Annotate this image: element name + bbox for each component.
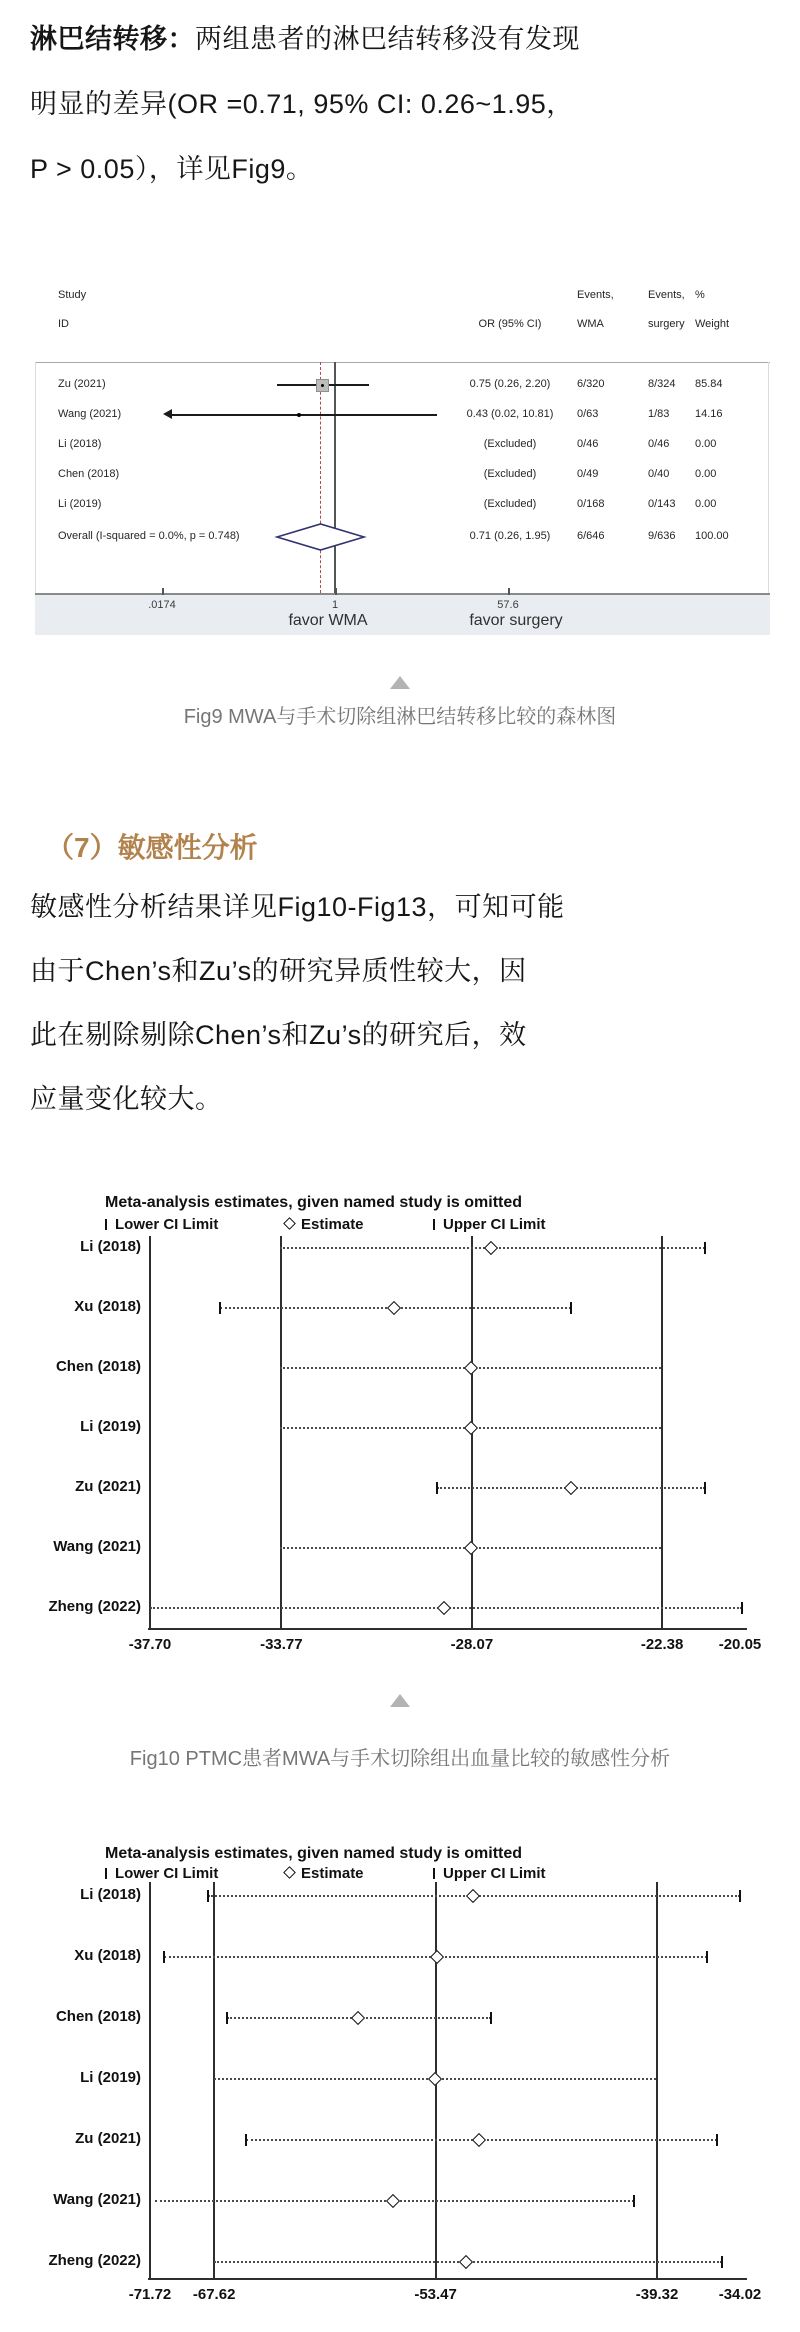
ci-line: [171, 414, 437, 416]
x-tick-label: -33.77: [260, 1636, 303, 1653]
estimate-diamond: [472, 2133, 486, 2147]
sens-line-3: 此在剔除剔除Chen’s和Zu’s的研究后，效: [30, 1020, 527, 1050]
fig9-col-or: OR (95% CI): [478, 318, 542, 330]
ci-lower-cap: [226, 2012, 228, 2024]
fig9-col-events-surg-sub: surgery: [648, 318, 685, 330]
estimate-diamond: [484, 1241, 498, 1255]
sensitivity-chart-fig10: [0, 1190, 800, 1660]
fig9-row-or: 0.75 (0.26, 2.20): [469, 378, 551, 390]
ci-upper-cap: [570, 1302, 572, 1314]
fig9-axis-tick: [162, 588, 164, 595]
ci-lower-cap: [207, 1890, 209, 1902]
fig9-row-surg: 0/40: [648, 468, 670, 480]
fig9-axis-line: [35, 593, 770, 595]
ci-upper-cap: [716, 2134, 718, 2146]
sens-line-4: 应量变化较大。: [30, 1084, 223, 1114]
point-estimate-dot: [321, 384, 324, 387]
fig9-row-surg: 0/143: [648, 498, 676, 510]
legend-item: Upper CI Limit: [433, 1216, 546, 1233]
ci-lower-cap: [219, 1302, 221, 1314]
estimate-diamond: [564, 1481, 578, 1495]
fig9-row-surg: 0/46: [648, 438, 670, 450]
ci-left-arrow-icon: [163, 409, 172, 419]
fig9-row-wma: 0/49: [577, 468, 599, 480]
x-tick-label: -20.05: [718, 1636, 762, 1653]
estimate-diamond: [459, 2255, 473, 2269]
fig9-right-border: [768, 362, 769, 593]
fig9-row-wma: 0/46: [577, 438, 599, 450]
intro-lead: 淋巴结转移：: [30, 24, 195, 54]
ci-lower-cap: [436, 1482, 438, 1494]
x-tick-label: -53.47: [414, 2286, 457, 2303]
fig9-overall-or: 0.71 (0.26, 1.95): [469, 530, 551, 542]
point-estimate-dot: [297, 413, 301, 417]
fig9-row-id: Chen (2018): [58, 468, 120, 480]
estimate-diamond: [430, 1950, 444, 1964]
fig9-row-wma: 0/168: [577, 498, 605, 510]
fig9-col-events-wma: Events,: [577, 289, 614, 301]
ci-limit-bar-icon: [433, 1219, 435, 1230]
study-label: Zu (2021): [75, 2130, 141, 2147]
estimate-diamond: [437, 1601, 451, 1615]
x-tick-label: -28.07: [450, 1636, 494, 1653]
estimate-diamond: [351, 2011, 365, 2025]
estimate-diamond-icon: [283, 1217, 296, 1230]
study-label: Xu (2018): [74, 1298, 141, 1315]
x-tick-label: -22.38: [640, 1636, 684, 1653]
fig9-row-or: 0.43 (0.02, 10.81): [466, 408, 554, 420]
estimate-diamond: [466, 1889, 480, 1903]
fig9-overall-wma: 6/646: [577, 530, 605, 542]
fig9-header-rule: [35, 362, 770, 363]
ci-upper-cap: [741, 1602, 743, 1614]
fig9-row-wma: 0/63: [577, 408, 599, 420]
fig9-caption: Fig9 MWA与手术切除组淋巴结转移比较的森林图: [183, 706, 617, 728]
gridline: [661, 1236, 663, 1628]
sens-line-2: 由于Chen’s和Zu’s的研究异质性较大，因: [30, 956, 527, 986]
fig9-row-surg: 8/324: [648, 378, 676, 390]
fig9-overall-weight: 100.00: [695, 530, 729, 542]
forest-plot-fig9: [0, 0, 800, 700]
legend-item: Estimate: [285, 1216, 364, 1233]
estimate-diamond-icon: [283, 1866, 296, 1879]
fig9-favor-left-label: favor WMA: [288, 612, 368, 629]
fig9-tick-label: 1: [331, 599, 339, 611]
sens-line-1: 敏感性分析结果详见Fig10-Fig13，可知可能: [30, 892, 565, 922]
estimate-diamond: [387, 1301, 401, 1315]
fig9-row-weight: 14.16: [695, 408, 723, 420]
fig9-row-weight: 85.84: [695, 378, 723, 390]
fig9-col-id: ID: [58, 318, 69, 330]
fig10-caption: Fig10 PTMC患者MWA与手术切除组出血量比较的敏感性分析: [129, 1748, 671, 1770]
study-label: Wang (2021): [53, 1538, 141, 1555]
study-label: Chen (2018): [55, 2008, 141, 2025]
study-label: Wang (2021): [53, 2191, 141, 2208]
estimate-diamond: [386, 2194, 400, 2208]
x-tick-label: -67.62: [192, 2286, 236, 2303]
null-effect-line: [334, 362, 336, 593]
fig9-row-wma: 6/320: [577, 378, 605, 390]
ci-lower-cap: [245, 2134, 247, 2146]
fig9-axis-tick: [508, 588, 510, 595]
intro-line-3: P > 0.05），详见Fig9。: [30, 154, 314, 184]
ci-limit-bar-icon: [105, 1868, 107, 1879]
estimate-diamond: [464, 1361, 478, 1375]
ci-upper-cap: [490, 2012, 492, 2024]
x-tick-label: -37.70: [128, 1636, 172, 1653]
chart-title: Meta-analysis estimates, given named study is omitted: [105, 1845, 523, 1862]
gridline: [213, 1882, 215, 2278]
estimate-diamond: [464, 1541, 478, 1555]
ci-upper-cap: [633, 2195, 635, 2207]
pooled-estimate-dashed-line: [320, 362, 321, 593]
intro-line-2: 明显的差异(OR =0.71, 95% CI: 0.26~1.95，: [30, 89, 574, 119]
legend-item: Lower CI Limit: [105, 1216, 218, 1233]
fig9-tick-label: .0174: [148, 599, 176, 611]
x-tick-label: -34.02: [718, 2286, 762, 2303]
legend-item: Upper CI Limit: [433, 1865, 546, 1882]
fig9-row-id: Zu (2021): [58, 378, 106, 390]
y-axis-line: [149, 1236, 151, 1628]
study-label: Li (2019): [80, 2069, 141, 2086]
study-label: Xu (2018): [74, 1947, 141, 1964]
y-axis-line: [149, 1882, 151, 2278]
fig9-col-events-wma-sub: WMA: [577, 318, 604, 330]
fig9-overall-id: Overall (I-squared = 0.0%, p = 0.748): [58, 530, 240, 542]
study-label: Chen (2018): [55, 1358, 141, 1375]
ci-upper-cap: [704, 1242, 706, 1254]
x-axis-line: [148, 2278, 747, 2280]
ci-upper-cap: [739, 1890, 741, 1902]
study-label: Zheng (2022): [48, 1598, 141, 1615]
ci-limit-bar-icon: [105, 1219, 107, 1230]
study-label: Zheng (2022): [48, 2252, 141, 2269]
gridline: [280, 1236, 282, 1628]
x-axis-line: [148, 1628, 747, 1630]
overall-diamond: [275, 523, 366, 551]
legend-item: Lower CI Limit: [105, 1865, 218, 1882]
fig9-col-study: Study: [58, 289, 87, 301]
fig9-col-pct: %: [695, 289, 705, 301]
x-tick-label: -71.72: [128, 2286, 172, 2303]
collapse-triangle-icon: [390, 1694, 410, 1707]
estimate-diamond: [464, 1421, 478, 1435]
intro-line-1-text: 两组患者的淋巴结转移没有发现: [195, 24, 580, 54]
fig9-row-surg: 1/83: [648, 408, 670, 420]
fig9-row-id: Li (2018): [58, 438, 102, 450]
study-label: Li (2019): [80, 1418, 141, 1435]
fig9-col-weight: Weight: [695, 318, 730, 330]
fig9-row-weight: 0.00: [695, 438, 717, 450]
fig9-favor-right-label: favor surgery: [469, 612, 563, 629]
section-heading: （7）敏感性分析: [46, 832, 258, 863]
chart-title: Meta-analysis estimates, given named study is omitted: [105, 1194, 523, 1211]
fig9-row-weight: 0.00: [695, 468, 717, 480]
fig9-overall-surg: 9/636: [648, 530, 676, 542]
x-tick-label: -39.32: [635, 2286, 679, 2303]
fig9-row-or: (Excluded): [483, 468, 537, 480]
ci-lower-cap: [163, 1951, 165, 1963]
legend-item: Estimate: [285, 1865, 364, 1882]
fig9-col-events-surg: Events,: [648, 289, 685, 301]
ci-upper-cap: [721, 2256, 723, 2268]
ci-upper-cap: [704, 1482, 706, 1494]
study-label: Li (2018): [80, 1886, 141, 1903]
fig9-row-or: (Excluded): [483, 438, 537, 450]
fig9-row-id: Li (2019): [58, 498, 102, 510]
fig9-row-or: (Excluded): [483, 498, 537, 510]
fig9-tick-label: 57.6: [497, 599, 519, 611]
fig9-axis-tick: [335, 588, 337, 595]
study-label: Zu (2021): [75, 1478, 141, 1495]
ci-limit-bar-icon: [433, 1868, 435, 1879]
gridline: [656, 1882, 658, 2278]
fig9-row-weight: 0.00: [695, 498, 717, 510]
ci-upper-cap: [706, 1951, 708, 1963]
fig9-left-border: [35, 362, 36, 593]
estimate-diamond: [428, 2072, 442, 2086]
sensitivity-chart-fig11: [0, 1840, 800, 2310]
collapse-triangle-icon: [390, 676, 410, 689]
fig9-row-id: Wang (2021): [58, 408, 122, 420]
study-label: Li (2018): [80, 1238, 141, 1255]
